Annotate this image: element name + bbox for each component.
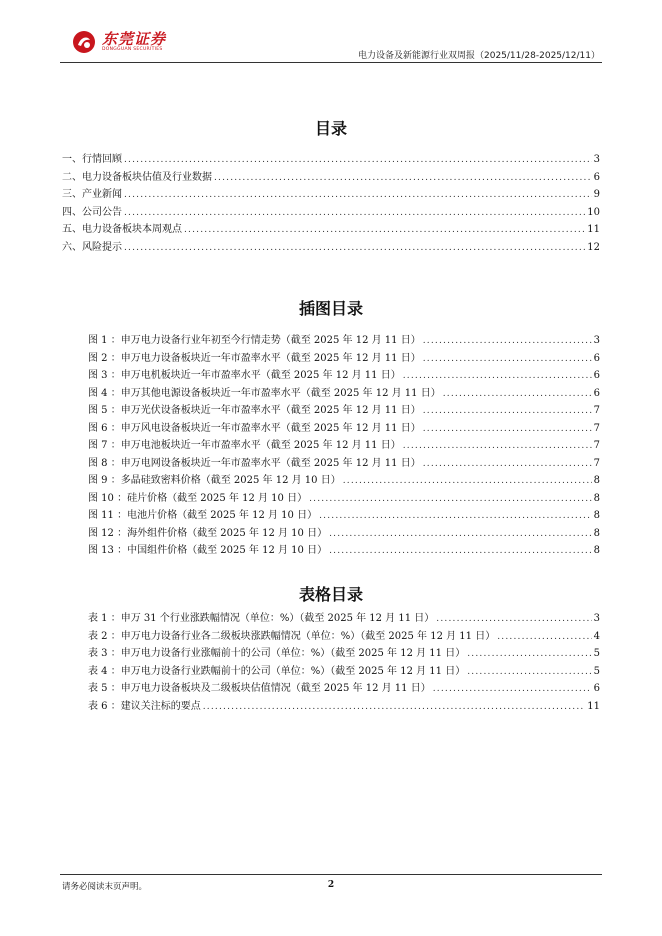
table-toc-item[interactable]: 表 4 ：申万电力设备行业跌幅前十的公司（单位：%）（截至 2025 年 12 月 11 日） ..... 5	[88, 662, 600, 680]
figure-toc-item[interactable]: 图 6 ：申万风电设备板块近一年市盈率水平（截至 2025 年 12 月 11 日） ..... 7	[88, 419, 600, 437]
figure-toc-item[interactable]: 图 12 ：海外组件价格（截至 2025 年 12 月 10 日） ..... 8	[88, 524, 600, 542]
report-title: 电力设备及新能源行业双周报（2025/11/28-2025/12/11）	[358, 51, 600, 61]
figure-toc-heading: 插图目录	[298, 299, 363, 318]
toc-item[interactable]: 五、电力设备板块本周观点 ..... 11	[62, 220, 600, 238]
header-divider	[60, 62, 602, 63]
figure-toc-item[interactable]: 图 13 ：中国组件价格（截至 2025 年 12 月 10 日） ..... 8	[88, 541, 600, 559]
logo-icon	[72, 30, 96, 54]
toc-item[interactable]: 六、风险提示 ..... 12	[62, 238, 600, 256]
figure-toc-item[interactable]: 图 10 ：硅片价格（截至 2025 年 12 月 10 日） ..... 8	[88, 489, 600, 507]
figure-toc-item[interactable]: 图 1 ：申万电力设备行业年初至今行情走势（截至 2025 年 12 月 11 日） ..... 3	[88, 331, 600, 349]
footer-disclaimer: 请务必阅读末页声明。	[62, 882, 148, 892]
logo-english-name: DONGGUAN SECURITIES	[102, 47, 163, 52]
company-logo	[72, 30, 166, 54]
table-toc-item[interactable]: 表 5 ：申万电力设备板块及二级板块估值情况（截至 2025 年 12 月 11 日） ..... 6	[88, 679, 600, 697]
figure-toc-item[interactable]: 图 3 ：申万电机板块近一年市盈率水平（截至 2025 年 12 月 11 日） ..... 6	[88, 366, 600, 384]
figure-toc-item[interactable]: 图 7 ：申万电池板块近一年市盈率水平（截至 2025 年 12 月 11 日） ..... 7	[88, 436, 600, 454]
table-toc-heading: 表格目录	[298, 585, 363, 604]
figure-toc-item[interactable]: 图 11 ：电池片价格（截至 2025 年 12 月 10 日） ..... 8	[88, 506, 600, 524]
toc-item[interactable]: 二、电力设备板块估值及行业数据 ..... 6	[62, 168, 600, 186]
page-header	[60, 28, 602, 62]
toc-heading: 目录	[314, 119, 347, 138]
table-toc-item[interactable]: 表 2 ：申万电力设备行业各二级板块涨跌幅情况（单位：%）（截至 2025 年 12 月 11 日） ..... 4	[88, 627, 600, 645]
table-toc-item[interactable]: 表 1 ：申万 31 个行业涨跌幅情况（单位：%）（截至 2025 年 12 月 11 日） ..... 3	[88, 609, 600, 627]
page-number: 2	[327, 880, 335, 890]
figure-toc-item[interactable]: 图 5 ：申万光伏设备板块近一年市盈率水平（截至 2025 年 12 月 11 日） ..... 7	[88, 401, 600, 419]
table-toc-item[interactable]: 表 3 ：申万电力设备行业涨幅前十的公司（单位：%）（截至 2025 年 12 月 11 日） ..... 5	[88, 644, 600, 662]
table-toc-list	[88, 609, 600, 714]
toc-item[interactable]: 三、产业新闻 ..... 9	[62, 185, 600, 203]
footer-divider	[60, 874, 602, 875]
figure-toc-list	[88, 331, 600, 559]
toc-item[interactable]: 一、行情回顾 ..... 3	[62, 150, 600, 168]
figure-toc-item[interactable]: 图 9 ：多晶硅致密料价格（截至 2025 年 12 月 10 日） ..... 8	[88, 471, 600, 489]
figure-toc-item[interactable]: 图 4 ：申万其他电源设备板块近一年市盈率水平（截至 2025 年 12 月 11 日） ..... 6	[88, 384, 600, 402]
table-toc-item[interactable]: 表 6 ：建议关注标的要点 ..... 11	[88, 697, 600, 715]
logo-chinese-name: 东莞证券	[102, 30, 167, 48]
figure-toc-item[interactable]: 图 2 ：申万电力设备板块近一年市盈率水平（截至 2025 年 12 月 11 日） ..... 6	[88, 349, 600, 367]
toc-item[interactable]: 四、公司公告 ..... 10	[62, 203, 600, 221]
figure-toc-item[interactable]: 图 8 ：申万电网设备板块近一年市盈率水平（截至 2025 年 12 月 11 日） ..... 7	[88, 454, 600, 472]
toc-list	[62, 150, 600, 255]
